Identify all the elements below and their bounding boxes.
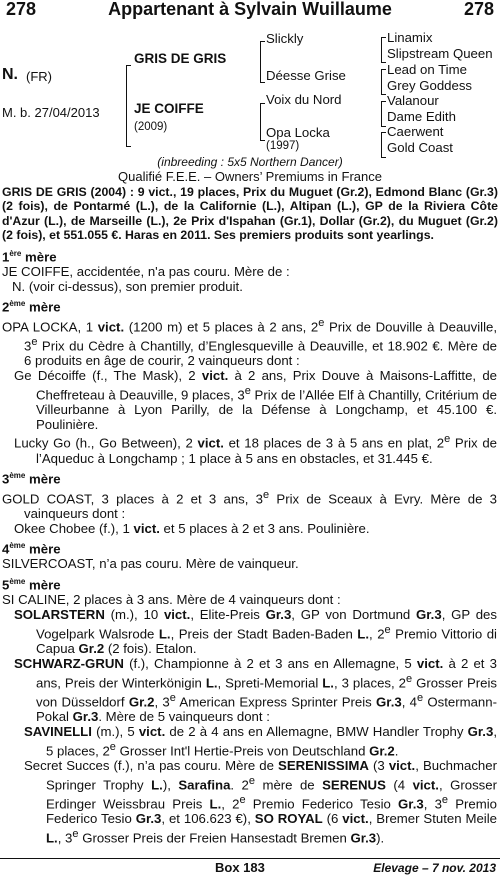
bracket-sire-parents xyxy=(260,41,265,83)
m1-line2: N. (voir ci-dessus), son premier produit. xyxy=(12,278,243,294)
horse-origin: (FR) xyxy=(26,69,52,84)
m2-lucky-go: Lucky Go (h., Go Between), 2 vict. et 18 places de 3 à 5 ans en plat, 2e Prix de l’Aqueduc à Longchamp ; 1 place à 5 ans en obstacles, et 31.445 €. xyxy=(14,433,497,466)
publication-date: Elevage – 7 nov. 2013 xyxy=(373,861,496,875)
pedigree-dds: Caerwent xyxy=(387,124,444,139)
pedigree-ssd: Slipstream Queen xyxy=(387,46,493,61)
m3-okee-chobee: Okee Chobee (f.), 1 vict. et 5 places à 2 et 3 ans. Poulinière. xyxy=(14,520,370,536)
heading-1ere-mere: 1ère mère xyxy=(2,248,57,265)
pedigree-ddd: Gold Coast xyxy=(387,140,453,155)
page-header xyxy=(6,2,494,24)
m1-line1: JE COIFFE, accidentée, n'a pas couru. Mère de : xyxy=(2,263,290,279)
pedigree-dd: Opa Locka xyxy=(266,125,330,140)
qualification-note: Qualifié F.E.E. – Owners’ Premiums in France xyxy=(118,169,382,184)
inbreeding-note: (inbreeding : 5x5 Northern Dancer) xyxy=(157,155,343,169)
m5-savinelli: SAVINELLI (m.), 5 vict. de 2 à 4 ans en Allemagne, BMW Handler Trophy Gr.3, 5 places, 2e Grosser Int'l Hertie-Preis von Deutschland Gr.2. xyxy=(24,724,497,759)
page-number-left: 278 xyxy=(6,0,37,19)
pedigree-dd-year: (1997) xyxy=(266,140,300,152)
m5-schwarz-grun: SCHWARZ-GRUN (f.), Championne à 2 et 3 ans en Allemagne, 5 vict. à 2 et 3 ans, Preis der Winterkönigin L., Spreti-Memorial L., 3 places, 2e Grosser Preis von Düsseldorf Gr.2, 3e American Express Sprinter Preis Gr.3, 4e Ostermann-Pokal Gr.3. Mère de 5 vainqueurs dont : xyxy=(14,656,497,725)
bracket-dam-parents xyxy=(260,103,265,141)
heading-3eme-mere: 3ème mère xyxy=(2,471,61,487)
m3-gold-coast: GOLD COAST, 3 places à 2 et 3 ans, 3e Prix de Sceaux à Evry. Mère de 3 vainqueurs dont : xyxy=(2,488,497,521)
pedigree-table xyxy=(0,28,500,156)
bracket-sd xyxy=(381,69,386,95)
horse-description: M. b. 27/04/2013 xyxy=(2,105,100,120)
m5-si-caline: SI CALINE, 2 places à 3 ans. Mère de 4 vainqueurs dont : xyxy=(2,592,341,608)
heading-2eme-mere: 2ème mère xyxy=(2,299,61,315)
pedigree-sds: Lead on Time xyxy=(387,62,467,77)
m5-secret-succes: Secret Succes (f.), n’a pas couru. Mère de SERENISSIMA (3 vict., Buchmacher Springer Trophy L.), Sarafina. 2e mère de SERENUS (4 vict., Grosser Erdinger Weissbrau Preis L., 2e Premio Federico Tesio Gr.3, 3e Premio Federico Tesio Gr.3, et 106.623 €), SO ROYAL (6 vict., Bremer Stuten Meile L., 3e Grosser Preis der Freien Hansestadt Bremen Gr.3). xyxy=(24,758,498,846)
heading-5eme-mere: 5ème mère xyxy=(2,577,61,593)
sire-name: GRIS DE GRIS xyxy=(134,51,227,66)
pedigree-sdd: Grey Goddess xyxy=(387,78,473,93)
page-footer xyxy=(0,858,500,875)
m5-solarstern: SOLARSTERN (m.), 10 vict., Elite-Preis Gr.3, GP von Dortmund Gr.3, GP des Vogelpark Walsrode L., Preis der Stadt Baden-Baden L., 2e Premio Vittorio di Capua Gr.2 (2 fois). Etalon. xyxy=(14,607,497,657)
dam-name: JE COIFFE xyxy=(134,101,204,116)
heading-4eme-mere: 4ème mère xyxy=(2,541,61,557)
horse-name: N. xyxy=(2,66,18,83)
page-number-right: 278 xyxy=(463,0,494,19)
bracket-ss xyxy=(381,37,386,63)
dam-year: (2009) xyxy=(134,121,168,133)
m4-silvercoast: SILVERCOAST, n’a pas couru. Mère de vainqueur. xyxy=(2,556,299,572)
box-number: Box 183 xyxy=(215,860,265,875)
pedigree-sd: Déesse Grise xyxy=(266,68,346,83)
pedigree-ss: Slickly xyxy=(266,31,304,46)
m2-ge-decoiffe: Ge Décoiffe (f., The Mask), 2 vict. à 2 ans, Prix Douve à Maisons-Laffitte, de Cheffreteau à Deauville, 9 places, 3e Prix de l’Allée Elf à Chantilly, Critérium de Villeurbanne à Lyon Parilly, de la Défense à Longchamp, et 45.100 €. Poulinière. xyxy=(14,367,497,432)
m2-opa-locka: OPA LOCKA, 1 vict. (1200 m) et 5 places à 2 ans, 2e Prix de Douville à Deauville, 3e Prix du Cèdre à Chantilly, d’Englesqueville à Deauville, et 18.902 €. Mère de 6 produits en âge de courir, 2 vainqueurs dont : xyxy=(2,316,497,368)
page-title: Appartenant à Sylvain Wuillaume xyxy=(108,0,392,19)
pedigree-ds: Voix du Nord xyxy=(266,92,342,107)
bracket-sire-dam xyxy=(126,65,131,147)
page-body xyxy=(0,185,500,846)
pedigree-dss: Valanour xyxy=(387,93,439,108)
pedigree-dsd: Dame Edith xyxy=(387,109,456,124)
bracket-ds xyxy=(381,101,386,127)
sire-paragraph: GRIS DE GRIS (2004) : 9 vict., 19 places, Prix du Muguet (Gr.2), Edmond Blanc (Gr.3) (2 fois), de Pontarmé (L.), de la Californie (L.), Altipan (L.), GP de la Riviera Côte d'Azur (L.), de Marseille (L.), 2e Prix d'Ispahan (Gr.1), Dollar (Gr.2), du Muguet (Gr.2) (2 fois), et 551.055 €. Haras en 2011. Ses premiers produits sont yearlings. xyxy=(2,185,498,243)
pedigree-sss: Linamix xyxy=(387,30,433,45)
